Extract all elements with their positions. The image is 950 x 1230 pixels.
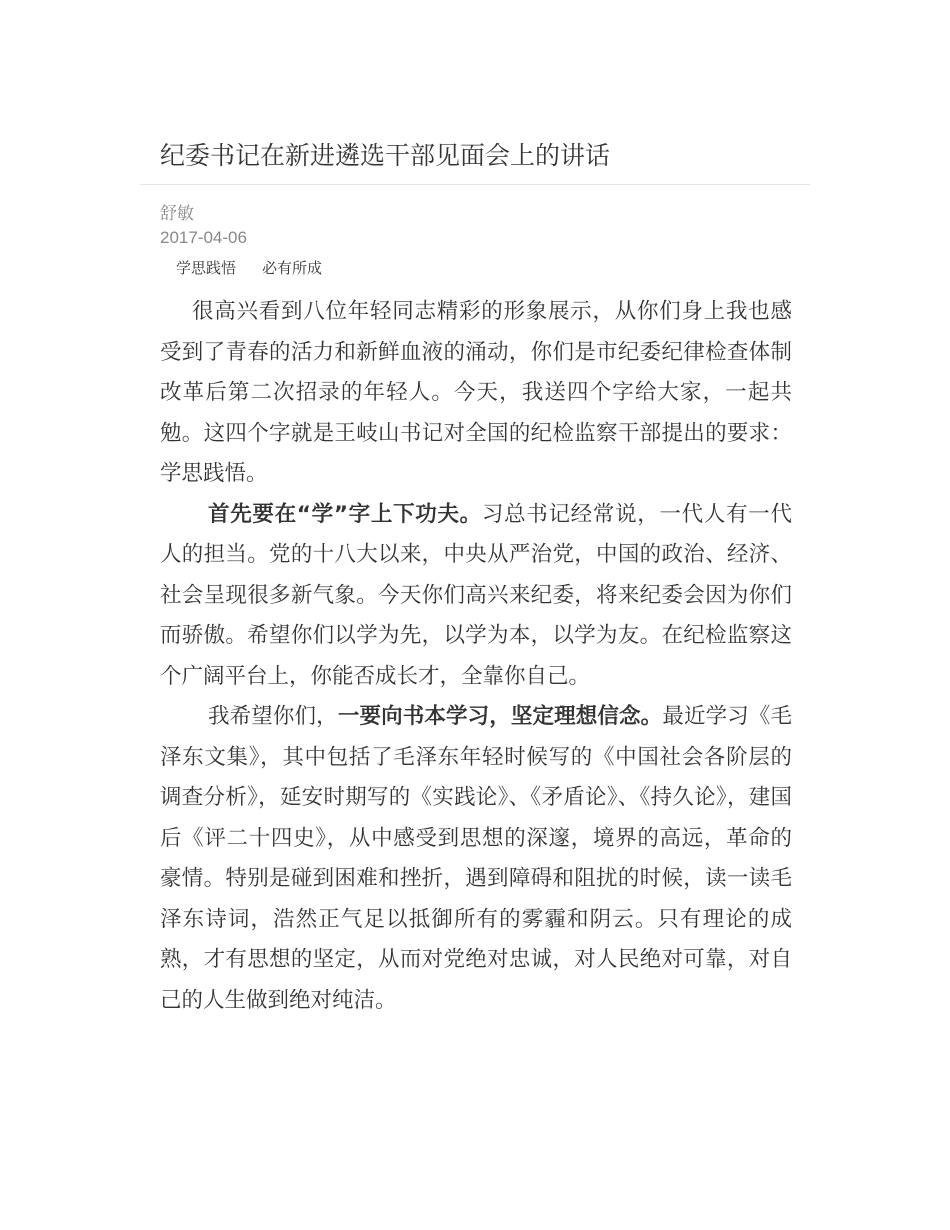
paragraph-3: [160, 697, 792, 1021]
author-name: 舒敏: [160, 204, 194, 224]
subtitle-part-1: 学思践悟: [176, 259, 237, 277]
article-subtitle: [176, 256, 322, 280]
paragraph-3-lead: 我希望你们，: [208, 704, 338, 729]
paragraph-2-heading: 首先要在“学”字上下功夫。: [208, 501, 482, 527]
subtitle-part-2: 必有所成: [262, 259, 323, 277]
article-title: 纪委书记在新进遴选干部见面会上的讲话: [160, 141, 611, 170]
paragraph-3-heading: 一要向书本学习，坚定理想信念。: [337, 704, 663, 729]
paragraph-2-text: 习总书记经常说，一代人有一代人的担当。党的十八大以来，中央从严治党，中国的政治、经济、社会呈现很多新气象。今天你们高兴来纪委，将来纪委会因为你们而骄傲。希望你们以学为先，以学为本，以学为友。在纪检监察这个广阔平台上，你能否成长才，全靠你自己。: [160, 501, 792, 689]
publish-date: 2017-04-06: [160, 228, 247, 247]
article-body: [160, 292, 792, 1021]
paragraph-1-text: 很高兴看到八位年轻同志精彩的形象展示，从你们身上我也感受到了青春的活力和新鲜血液的涌动，你们是市纪委纪律检查体制改革后第二次招录的年轻人。今天，我送四个字给大家，一起共勉。这四个字就是王岐山书记对全国的纪检监察干部提出的要求：学思践悟。: [160, 299, 792, 486]
paragraph-2: [160, 495, 792, 698]
paragraph-3-text: 最近学习《毛泽东文集》，其中包括了毛泽东年轻时候写的《中国社会各阶层的调查分析》，延安时期写的《实践论》、《矛盾论》、《持久论》，建国后《评二十四史》，从中感受到思想的深邃，境界的高远，革命的豪情。特别是碰到困难和挫折，遇到障碍和阻扰的时候，读一读毛泽东诗词，浩然正气足以抵御所有的雾霾和阴云。只有理论的成熟，才有思想的坚定，从而对党绝对忠诚，对人民绝对可靠，对自己的人生做到绝对纯洁。: [160, 704, 792, 1013]
title-divider: [140, 184, 810, 185]
paragraph-1: [160, 292, 792, 495]
